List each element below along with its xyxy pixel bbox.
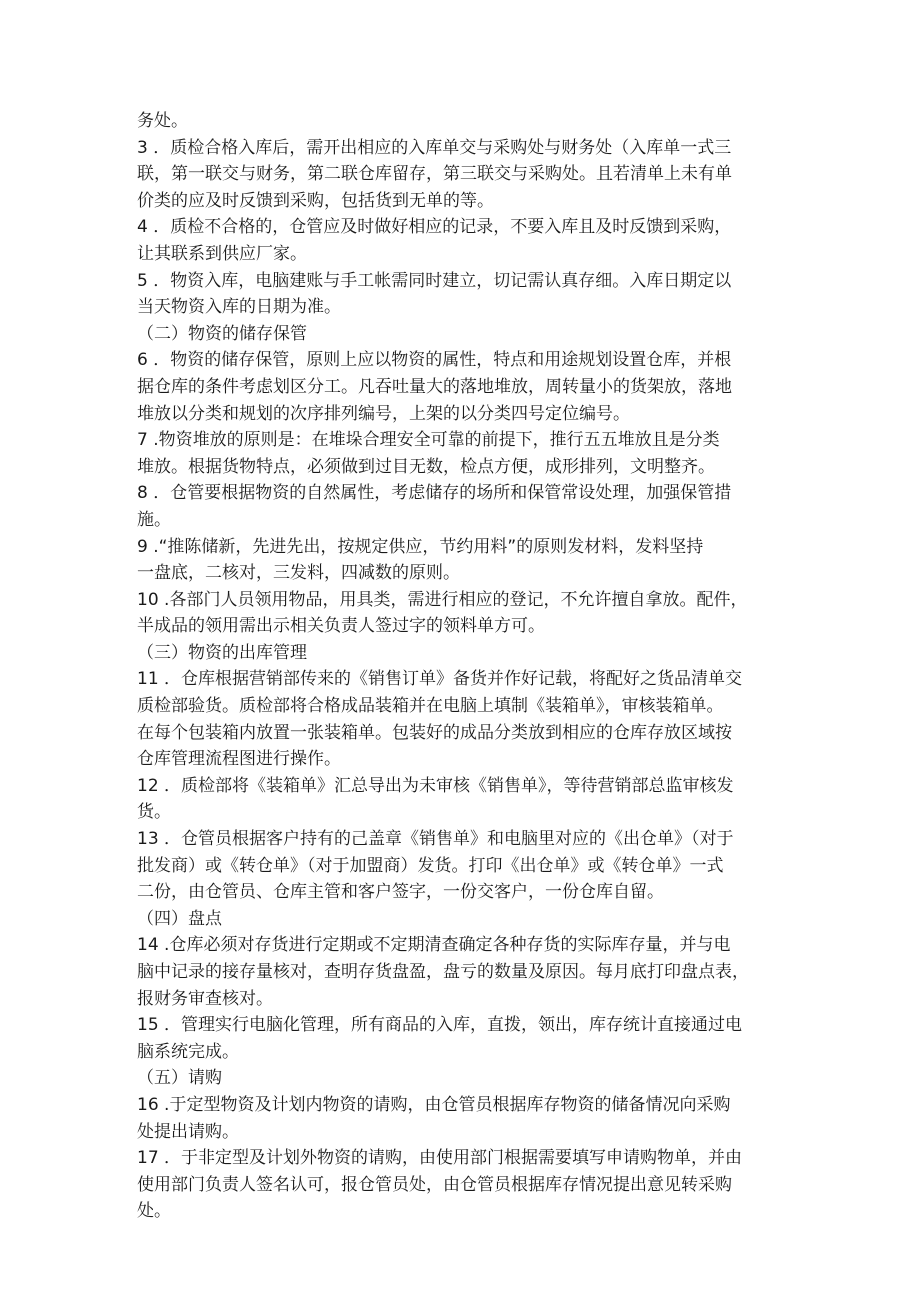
item-11-line: 11 ．仓库根据营销部传来的《销售订单》备货并作好记载，将配好之货品清单交 [137, 669, 743, 690]
text-line: 质检部验货。质检部将合格成品装箱并在电脑上填制《装箱单》，审核装箱单。 [137, 696, 724, 717]
item-4-line: 4 ．质检不合格的，仓管应及时做好相应的记录，不要入库且及时反馈到采购， [137, 217, 732, 238]
section-heading-purchase-request: （五）请购 [137, 1068, 222, 1089]
text-line: 货。 [137, 802, 171, 823]
item-14-line: 14 .仓库必须对存货进行定期或不定期清查确定各种存货的实际库存量，并与电 [137, 935, 731, 956]
item-16-line: 16 .于定型物资及计划内物资的请购，由仓管员根据库存物资的储备情况向采购 [137, 1094, 731, 1115]
text-line: 当天物资入库的日期为准。 [137, 297, 341, 318]
text-line: 批发商）或《转仓单》（对于加盟商）发货。打印《出仓单》或《转仓单》一式 [137, 855, 724, 876]
item-5-line: 5 ．物资入库，电脑建账与手工帐需同时建立，切记需认真存细。入库日期定以 [137, 270, 732, 291]
text-line: 据仓库的条件考虑划区分工。凡吞吐量大的落地堆放，周转量小的货架放，落地 [137, 376, 732, 397]
text-line: 联，第一联交与财务，第二联仓库留存，第三联交与采购处。且若清单上未有单 [137, 164, 732, 185]
text-line: 价类的应及时反馈到采购，包括货到无单的等。 [137, 190, 494, 211]
item-15-line: 15 ．管理实行电脑化管理，所有商品的入库，直拨，领出，库存统计直接通过电 [137, 1015, 743, 1036]
text-line: 务处。 [137, 111, 188, 131]
text-line: 脑中记录的接存量核对，查明存货盘盈，盘亏的数量及原因。每月底打印盘点表， [137, 962, 749, 982]
item-17-line: 17 ．于非定型及计划外物资的请购，由使用部门根据需要填写申请购物单，并由 [137, 1148, 743, 1169]
item-8-line: 8 ．仓管要根据物资的自然属性，考虑储存的场所和保管常设处理，加强保管措 [137, 483, 732, 504]
text-line: 让其联系到供应厂家。 [137, 243, 307, 264]
text-line: 在每个包装箱内放置一张装箱单。包装好的成品分类放到相应的仓库存放区域按 [137, 722, 732, 743]
text-line: 堆放以分类和规划的次序排列编号，上架的以分类四号定位编号。 [137, 403, 630, 424]
item-12-line: 12 ．质检部将《装箱单》汇总导出为未审核《销售单》，等待营销部总监审核发 [137, 775, 734, 796]
item-13-line: 13 ．仓管员根据客户持有的己盖章《销售单》和电脑里对应的《出仓单》（对于 [137, 829, 734, 850]
section-heading-storage: （二）物资的储存保管 [137, 323, 307, 344]
text-line: 二份，由仓管员、仓库主管和客户签字，一份交客户，一份仓库自留。 [137, 882, 664, 903]
text-line: 脑系统完成。 [137, 1041, 239, 1062]
item-6-line: 6 ．物资的储存保管，原则上应以物资的属性，特点和用途规划设置仓库，并根 [137, 350, 732, 371]
text-line: 施。 [137, 509, 171, 530]
item-9-line: 9 .“推陈储新，先进先出，按规定供应，节约用料”的原则发材料，发料坚持 [137, 536, 704, 557]
section-heading-inventory: （四）盘点 [137, 908, 222, 929]
text-line: 一盘底，二核对，三发料，四减数的原则。 [137, 563, 460, 584]
document-body [137, 108, 789, 1225]
text-line: 报财务审查核对。 [137, 988, 273, 1009]
item-7-line: 7 .物资堆放的原则是：在堆垛合理安全可靠的前提下，推行五五堆放且是分类 [137, 430, 720, 451]
text-line: 堆放。根据货物特点，必须做到过目无数，检点方便，成形排列，文明整齐。 [137, 456, 715, 477]
section-heading-outbound: （三）物资的出库管理 [137, 642, 307, 663]
text-line: 仓库管理流程图进行操作。 [137, 749, 341, 770]
text-line: 处。 [137, 1201, 171, 1222]
text-line: 使用部门负责人签名认可，报仓管员处，由仓管员根据库存情况提出意见转采购 [137, 1174, 732, 1195]
text-line: 处提出请购。 [137, 1121, 239, 1142]
text-line: 半成品的领用需出示相关负责人签过字的领料单方可。 [137, 616, 545, 637]
item-10-line: 10 .各部门人员领用物品，用具类，需进行相应的登记，不允许擅自拿放。配件， [137, 589, 748, 610]
item-3-line: 3 ．质检合格入库后，需开出相应的入库单交与采购处与财务处（入库单一式三 [137, 137, 732, 158]
